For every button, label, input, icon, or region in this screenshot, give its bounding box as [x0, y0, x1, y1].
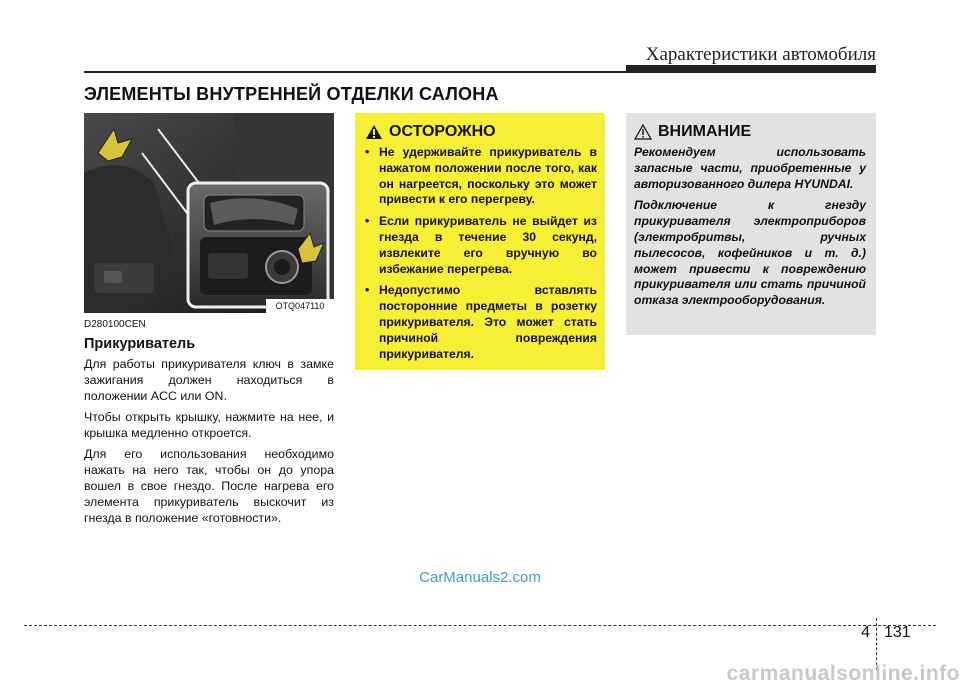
watermark-link[interactable]: CarManuals2.com: [419, 569, 541, 586]
body-paragraph: Чтобы открыть крышку, нажмите на нее, и крышка медленно откроется.: [84, 410, 334, 440]
notice-header: [634, 123, 866, 141]
warning-triangle-icon: [365, 124, 383, 140]
doc-code: D280100CEN: [84, 319, 146, 330]
figure-caption: OTQ047110: [266, 299, 334, 313]
cigarette-lighter-photo: [84, 113, 334, 313]
warning-item: • Если прикуриватель не выйдет из гнезда в течение 30 секунд, извлеките его вручную во избежание перегрева.: [365, 214, 597, 277]
body-paragraph: Для его использования необходимо нажать на него так, чтобы он до упора вошел в свое гнездо. После нагрева его элемента прикуриватель выскочит из гнезда в положение «готовности».: [84, 447, 334, 525]
warning-list: [365, 145, 597, 362]
watermark-footer: carmanualsonline.info: [726, 662, 960, 685]
chapter-number: 4: [861, 624, 870, 641]
page-number: 131: [884, 624, 911, 641]
notice-paragraph: Подключение к гнезду прикуривателя электроприборов (электробритвы, ручных пылесосов, кофейников и т. д.) может привести к повреждению прикуривателя или стать причиной отказа электрооборудования.: [634, 198, 866, 308]
left-column: [84, 319, 334, 531]
warning-header: [365, 123, 597, 141]
header-rule: [84, 71, 876, 73]
page-header-title: Характеристики автомобиля: [645, 44, 876, 65]
section-heading: ЭЛЕМЕНТЫ ВНУТРЕННЕЙ ОТДЕЛКИ САЛОНА: [84, 84, 499, 104]
warning-item: • Не удерживайте прикуриватель в нажатом положении после того, как он нагреется, поскольку это может привести к его перегреву.: [365, 145, 597, 208]
caution-triangle-icon: [634, 124, 652, 140]
body-paragraph: Для работы прикуривателя ключ в замке зажигания должен находиться в положении ACC или ON.: [84, 357, 334, 403]
notice-box: [626, 113, 876, 335]
lighter-illustration: [84, 113, 334, 313]
subheading: Прикуриватель: [84, 336, 196, 352]
notice-title: ВНИМАНИЕ: [658, 123, 752, 140]
warning-title: ОСТОРОЖНО: [389, 123, 496, 140]
warning-box: [355, 113, 605, 370]
footer-rule: [24, 625, 936, 626]
notice-paragraph: Рекомендуем использовать запасные части, приобретенные у авторизованного дилера HYUNDAI.: [634, 145, 866, 191]
header-rule-accent: [626, 65, 876, 71]
warning-item: • Недопустимо вставлять посторонние предметы в розетку прикуривателя. Это может стать причиной повреждения прикуривателя.: [365, 283, 597, 362]
